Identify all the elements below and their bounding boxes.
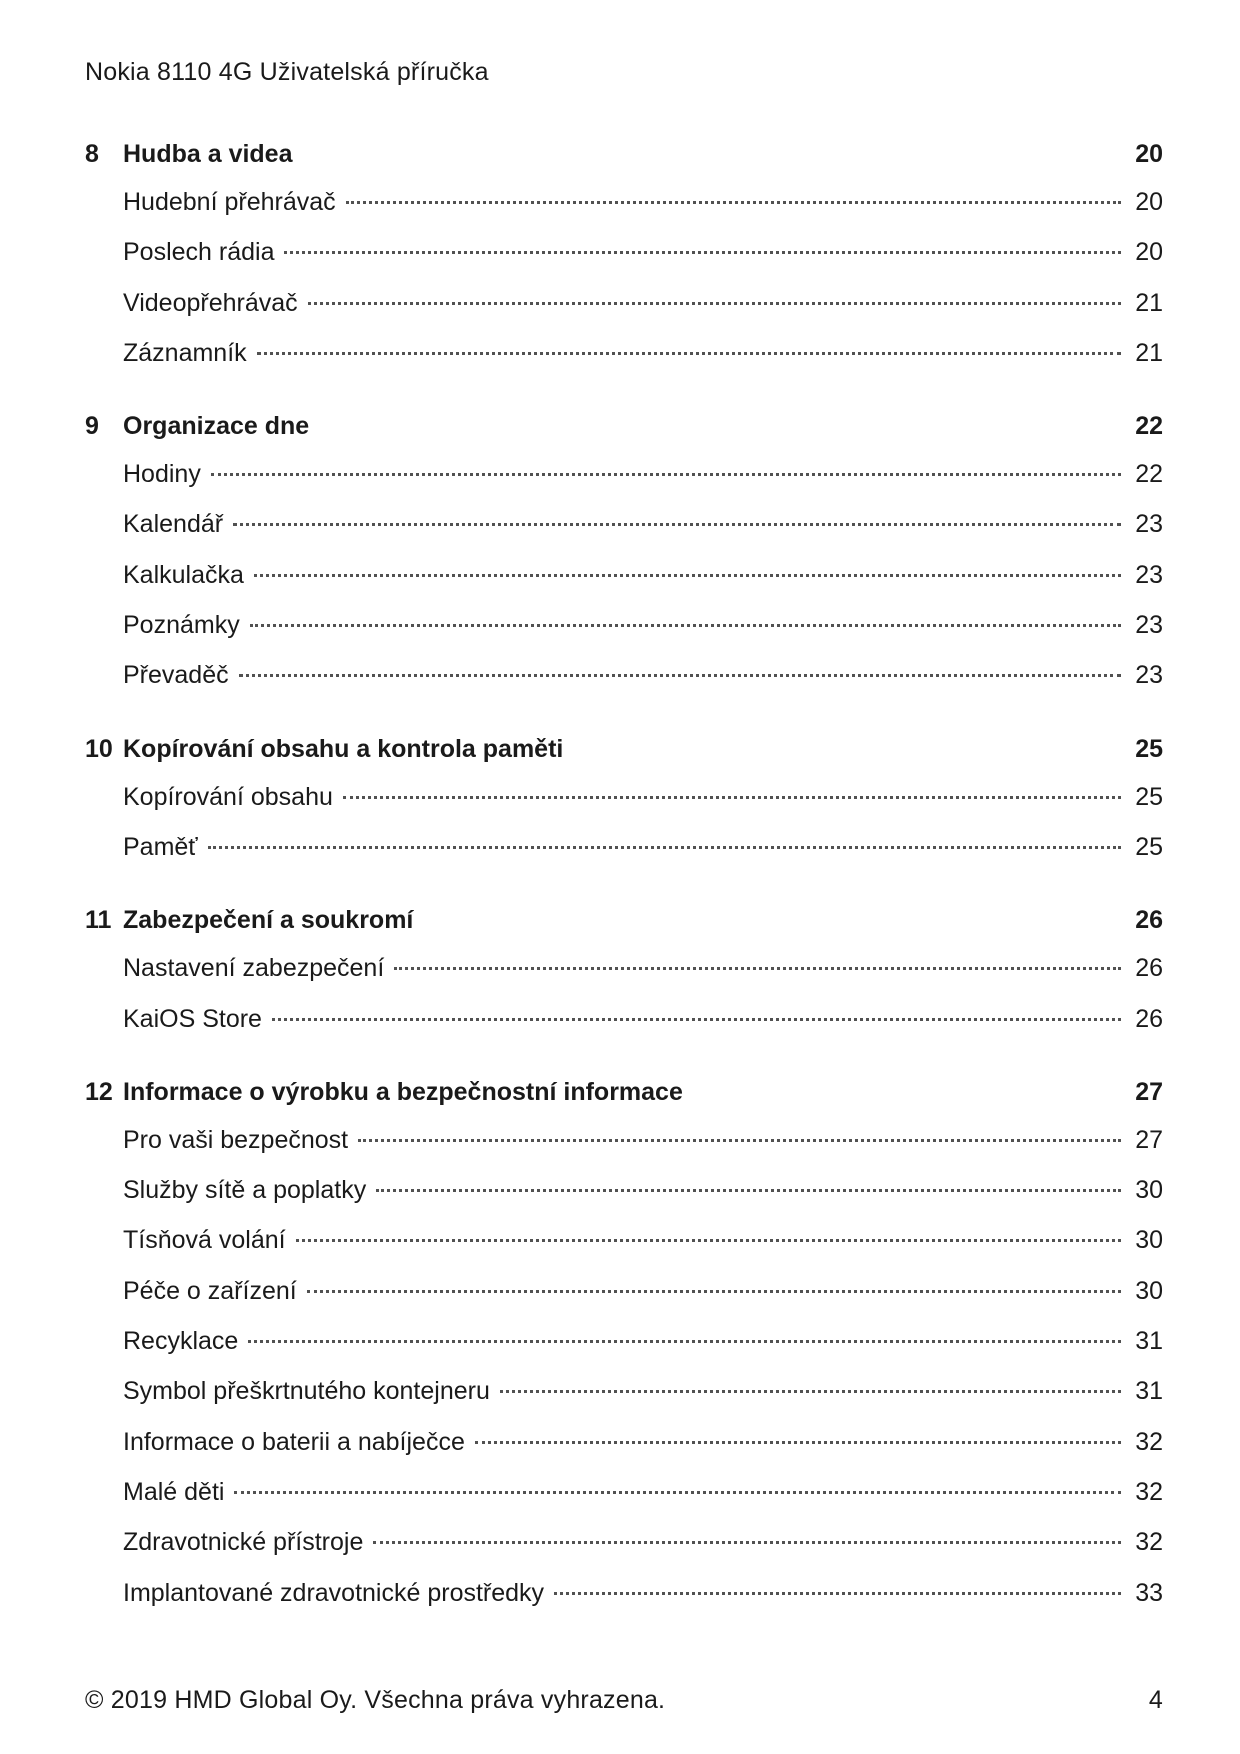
entry-title: Záznamník bbox=[123, 338, 247, 367]
toc-entry[interactable] bbox=[85, 561, 1163, 611]
dot-leader bbox=[254, 574, 1121, 577]
chapter-title: Zabezpečení a soukromí bbox=[123, 906, 414, 935]
page-number: 4 bbox=[1148, 1686, 1163, 1714]
dot-leader bbox=[554, 1592, 1121, 1595]
dot-leader bbox=[358, 1139, 1121, 1142]
chapter-number: 10 bbox=[85, 734, 113, 763]
table-of-contents bbox=[85, 140, 1163, 1652]
entry-page-number: 32 bbox=[1135, 1477, 1163, 1506]
entry-title: Poznámky bbox=[123, 611, 240, 640]
toc-chapter-10 bbox=[85, 735, 1163, 884]
dot-leader bbox=[296, 1239, 1121, 1242]
chapter-page-number: 22 bbox=[1135, 412, 1163, 441]
dot-leader bbox=[475, 1441, 1121, 1444]
entry-page-number: 26 bbox=[1135, 1004, 1163, 1033]
entry-page-number: 31 bbox=[1135, 1327, 1163, 1356]
toc-entry[interactable] bbox=[85, 783, 1163, 833]
dot-leader bbox=[208, 846, 1121, 849]
toc-entry[interactable] bbox=[85, 460, 1163, 510]
entry-page-number: 30 bbox=[1135, 1226, 1163, 1255]
chapter-title: Hudba a videa bbox=[123, 140, 293, 168]
toc-entry[interactable] bbox=[85, 289, 1163, 339]
entry-page-number: 22 bbox=[1135, 460, 1163, 489]
chapter-heading[interactable] bbox=[85, 1078, 1163, 1126]
entry-title: Kopírování obsahu bbox=[123, 782, 333, 811]
dot-leader bbox=[376, 1189, 1121, 1192]
dot-leader bbox=[250, 624, 1121, 627]
entry-title: Videopřehrávač bbox=[123, 288, 298, 317]
entry-page-number: 26 bbox=[1135, 954, 1163, 983]
chapter-title: Kopírování obsahu a kontrola paměti bbox=[123, 734, 564, 763]
toc-entry[interactable] bbox=[85, 1005, 1163, 1055]
toc-entry[interactable] bbox=[85, 1528, 1163, 1578]
chapter-heading[interactable] bbox=[85, 412, 1163, 460]
entry-title: KaiOS Store bbox=[123, 1004, 262, 1033]
entry-title: Převaděč bbox=[123, 661, 229, 690]
chapter-title: Organizace dne bbox=[123, 412, 310, 441]
dot-leader bbox=[500, 1390, 1121, 1393]
entry-page-number: 23 bbox=[1135, 510, 1163, 539]
dot-leader bbox=[234, 1491, 1121, 1494]
entry-page-number: 30 bbox=[1135, 1176, 1163, 1205]
chapter-heading[interactable] bbox=[85, 140, 1163, 188]
dot-leader bbox=[308, 302, 1121, 305]
entry-title: Kalkulačka bbox=[123, 560, 244, 589]
dot-leader bbox=[233, 523, 1121, 526]
toc-entry[interactable] bbox=[85, 611, 1163, 661]
chapter-number: 8 bbox=[85, 140, 99, 168]
entry-title: Malé děti bbox=[123, 1477, 225, 1506]
toc-entry[interactable] bbox=[85, 510, 1163, 560]
toc-entry[interactable] bbox=[85, 1277, 1163, 1327]
toc-chapter-9 bbox=[85, 412, 1163, 711]
entry-page-number: 20 bbox=[1135, 238, 1163, 267]
entry-page-number: 20 bbox=[1135, 188, 1163, 216]
entry-title: Paměť bbox=[123, 832, 198, 861]
entry-title: Implantované zdravotnické prostředky bbox=[123, 1578, 545, 1607]
toc-entry[interactable] bbox=[85, 1428, 1163, 1478]
toc-entry[interactable] bbox=[85, 833, 1163, 883]
entry-title: Hudební přehrávač bbox=[123, 188, 336, 216]
entry-page-number: 25 bbox=[1135, 782, 1163, 811]
entry-page-number: 31 bbox=[1135, 1377, 1163, 1406]
dot-leader bbox=[284, 251, 1121, 254]
toc-chapter-12 bbox=[85, 1078, 1163, 1629]
toc-chapter-8 bbox=[85, 140, 1163, 389]
toc-entry[interactable] bbox=[85, 1579, 1163, 1629]
chapter-number: 9 bbox=[85, 412, 99, 441]
entry-title: Služby sítě a poplatky bbox=[123, 1176, 367, 1205]
entry-page-number: 25 bbox=[1135, 832, 1163, 861]
entry-page-number: 30 bbox=[1135, 1276, 1163, 1305]
dot-leader bbox=[307, 1290, 1121, 1293]
toc-entry[interactable] bbox=[85, 339, 1163, 389]
entry-page-number: 21 bbox=[1135, 288, 1163, 317]
chapter-heading[interactable] bbox=[85, 906, 1163, 954]
toc-entry[interactable] bbox=[85, 1377, 1163, 1427]
entry-title: Péče o zařízení bbox=[123, 1276, 297, 1305]
chapter-number: 11 bbox=[85, 906, 112, 935]
dot-leader bbox=[248, 1340, 1121, 1343]
toc-entry[interactable] bbox=[85, 1126, 1163, 1176]
entry-title: Symbol přeškrtnutého kontejneru bbox=[123, 1377, 490, 1406]
entry-title: Pro vaši bezpečnost bbox=[123, 1125, 349, 1154]
copyright-notice: © 2019 HMD Global Oy. Všechna práva vyhrazena. bbox=[85, 1686, 666, 1714]
dot-leader bbox=[373, 1541, 1121, 1544]
toc-entry[interactable] bbox=[85, 1327, 1163, 1377]
chapter-title: Informace o výrobku a bezpečnostní informace bbox=[123, 1077, 683, 1106]
entry-page-number: 23 bbox=[1135, 661, 1163, 690]
document-header: Nokia 8110 4G Uživatelská příručka bbox=[85, 58, 489, 86]
toc-entry[interactable] bbox=[85, 1226, 1163, 1276]
dot-leader bbox=[343, 796, 1121, 799]
entry-title: Zdravotnické přístroje bbox=[123, 1528, 364, 1557]
dot-leader bbox=[211, 473, 1121, 476]
toc-chapter-11 bbox=[85, 906, 1163, 1055]
entry-title: Recyklace bbox=[123, 1327, 239, 1356]
toc-entry[interactable] bbox=[85, 188, 1163, 238]
dot-leader bbox=[239, 674, 1121, 677]
chapter-page-number: 26 bbox=[1135, 906, 1163, 935]
dot-leader bbox=[272, 1018, 1121, 1021]
entry-page-number: 32 bbox=[1135, 1528, 1163, 1557]
toc-entry[interactable] bbox=[85, 1176, 1163, 1226]
entry-page-number: 23 bbox=[1135, 560, 1163, 589]
toc-entry[interactable] bbox=[85, 954, 1163, 1004]
dot-leader bbox=[346, 201, 1121, 204]
entry-page-number: 32 bbox=[1135, 1427, 1163, 1456]
toc-entry[interactable] bbox=[85, 661, 1163, 711]
entry-title: Poslech rádia bbox=[123, 238, 275, 267]
entry-page-number: 33 bbox=[1135, 1578, 1163, 1607]
entry-page-number: 21 bbox=[1135, 338, 1163, 367]
entry-page-number: 27 bbox=[1135, 1125, 1163, 1154]
entry-title: Tísňová volání bbox=[123, 1226, 286, 1255]
dot-leader bbox=[394, 967, 1121, 970]
chapter-page-number: 27 bbox=[1135, 1077, 1163, 1106]
chapter-number: 12 bbox=[85, 1077, 113, 1106]
entry-title: Hodiny bbox=[123, 460, 201, 489]
entry-title: Informace o baterii a nabíječce bbox=[123, 1427, 465, 1456]
dot-leader bbox=[257, 352, 1121, 355]
entry-title: Nastavení zabezpečení bbox=[123, 954, 385, 983]
document-footer bbox=[85, 1686, 1163, 1715]
toc-entry[interactable] bbox=[85, 238, 1163, 288]
chapter-page-number: 20 bbox=[1135, 140, 1163, 168]
entry-title: Kalendář bbox=[123, 510, 224, 539]
chapter-heading[interactable] bbox=[85, 735, 1163, 783]
entry-page-number: 23 bbox=[1135, 611, 1163, 640]
chapter-page-number: 25 bbox=[1135, 734, 1163, 763]
toc-entry[interactable] bbox=[85, 1478, 1163, 1528]
